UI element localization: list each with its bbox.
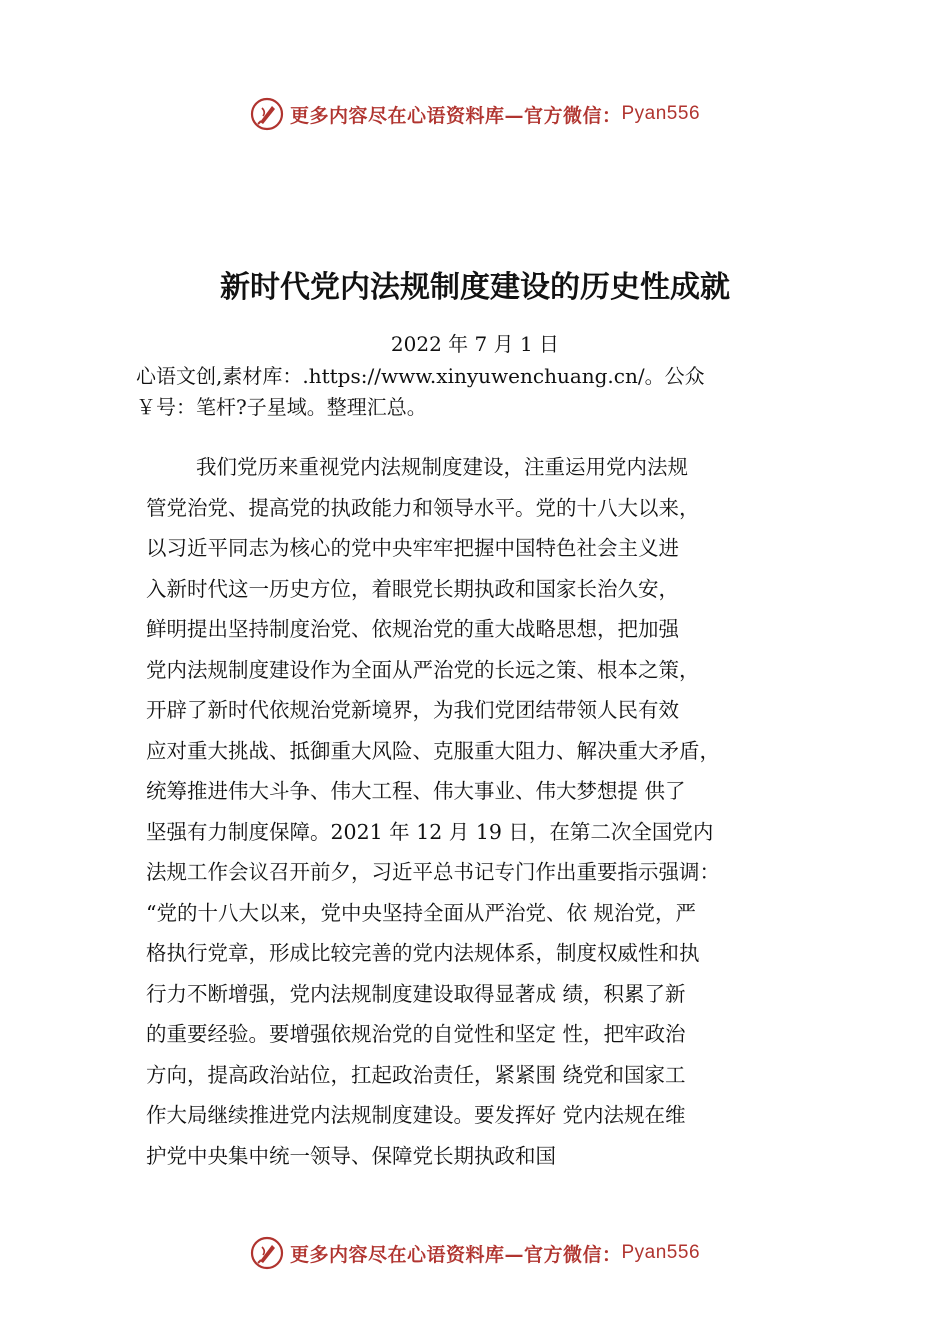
document-title: 新时代党内法规制度建设的历史性成就 (220, 270, 730, 305)
source-note (136, 361, 836, 423)
paragraph-line: 坚强有力制度保障。2021 年 12 月 19 日，在第二次全国党内 (146, 819, 714, 844)
footer-banner (0, 1233, 950, 1273)
paragraph-line: 管党治党、提高党的执政能力和领导水平。党的十八大以来， (146, 495, 700, 520)
paragraph-line: 党内法规制度建设作为全面从严治党的长远之策、根本之策， (146, 657, 700, 682)
header-banner (0, 94, 950, 134)
pen-nib-logo-icon (250, 97, 284, 131)
paragraph-line: 护党中央集中统一领导、保障党长期执政和国 (146, 1143, 556, 1168)
paragraph-line: 法规工作会议召开前夕，习近平总书记专门作出重要指示强调： (146, 860, 720, 884)
source-line: 心语文创,素材库：.https://www.xinyuwenchuang.cn/。公众 (136, 364, 705, 388)
body-paragraph (146, 447, 846, 1176)
banner-text: 更多内容尽在心语资料库—官方微信： (289, 104, 622, 127)
banner-wechat-id: Pyan556 (621, 1242, 701, 1263)
paragraph-line: 入新时代这一历史方位，着眼党长期执政和国家长治久安， (146, 576, 679, 601)
banner-text: 更多内容尽在心语资料库—官方微信： (289, 1243, 622, 1266)
paragraph-line: 统筹推进伟大斗争、伟大工程、伟大事业、伟大梦想提 供了 (146, 779, 686, 803)
banner-wechat-id: Pyan556 (621, 103, 701, 124)
paragraph-line: 鲜明提出坚持制度治党、依规治党的重大战略思想，把加强 (146, 617, 679, 641)
paragraph-line: 应对重大挑战、抵御重大风险、克服重大阻力、解决重大矛盾， (146, 738, 720, 763)
paragraph-line: 的重要经验。要增强依规治党的自觉性和坚定 性，把牢政治 (146, 1022, 686, 1046)
document-date: 2022 年 7 月 1 日 (390, 332, 560, 356)
paragraph-line: “党的十八大以来，党中央坚持全面从严治党、依 规治党，严 (146, 900, 696, 925)
paragraph-line: 行力不断增强，党内法规制度建设取得显著成 绩，积累了新 (146, 981, 686, 1006)
pen-nib-logo-icon (250, 1236, 284, 1270)
banner-content (250, 97, 700, 131)
source-line: ￥号：笔杆?子星域。整理汇总。 (136, 395, 427, 419)
paragraph-line: 格执行党章，形成比较完善的党内法规体系，制度权威性和执 (146, 941, 700, 965)
banner-content (250, 1236, 700, 1270)
paragraph-line: 我们党历来重视党内法规制度建设，注重运用党内法规 (196, 455, 688, 479)
paragraph-line: 作大局继续推进党内法规制度建设。要发挥好 党内法规在维 (146, 1103, 686, 1127)
paragraph-line: 方向，提高政治站位，扛起政治责任，紧紧围 绕党和国家工 (146, 1062, 686, 1087)
paragraph-line: 开辟了新时代依规治党新境界，为我们党团结带领人民有效 (146, 698, 679, 722)
paragraph-line: 以习近平同志为核心的党中央牢牢把握中国特色社会主义进 (146, 536, 679, 560)
